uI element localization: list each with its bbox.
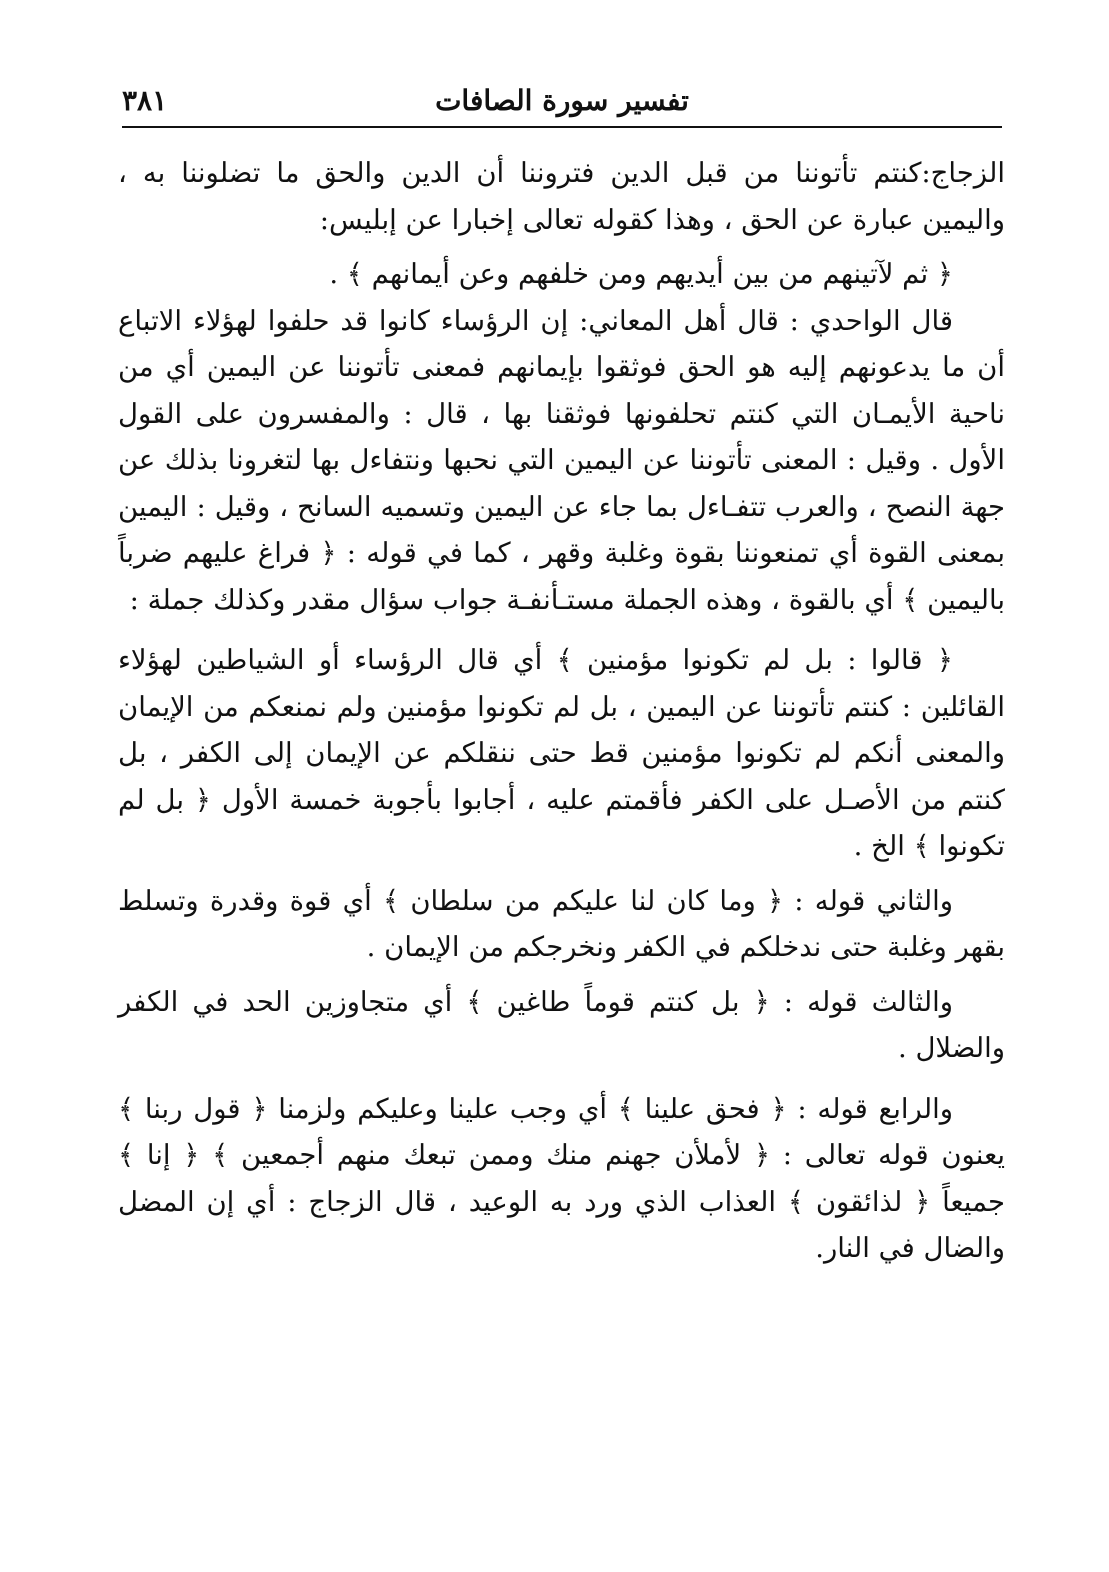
- paragraph-wahidi: قال الواحدي : قال أهل المعاني: إن الرؤساء كانوا قد حلفوا لهؤلاء الاتباع أن ما يدعونهم إليه هو الحق فوثقوا بإيمانهم فمعنى تأتوننا عن اليمين أي من ناحية الأيمـان التي كنتم تحلفونها فوثقنا بها ، قال : والمفسرون على القول الأول . وقيل : المعنى تأتوننا عن اليمين التي نحبها ونتفاءل بها لتغرونا بذلك عن جهة النصح ، والعرب تتفـاءل بما جاء عن اليمين وتسميه السانح ، وقيل : اليمين بمعنى القوة أي تمنعوننا بقوة وغلبة وقهر ، كما في قوله : ﴿ فراغ عليهم ضرباً باليمين ﴾ أي بالقوة ، وهذه الجملة مستـأنفـة جواب سؤال مقدر وكذلك جملة :: [118, 304, 1005, 616]
- paragraph-second-answer: والثاني قوله : ﴿ وما كان لنا عليكم من سلطان ﴾ أي قوة وقدرة وتسلط بقهر وغلبة حتى ندخلكم في الكفر ونخرجكم من الإيمان .: [118, 884, 1005, 963]
- paragraph-zajjaj-quote: الزجاج:كنتم تأتوننا من قبل الدين فتروننا أن الدين والحق ما تضلوننا به ، واليمين عبارة عن الحق ، وهذا كقوله تعالى إخبارا عن إبليس:: [118, 157, 1005, 236]
- quran-verse-iblis: ﴿ ثم لآتينهم من بين أيديهم ومن خلفهم وعن أيمانهم ﴾ .: [329, 258, 953, 290]
- body-text: [118, 150, 1005, 1272]
- page-header: [122, 80, 1002, 128]
- paragraph-fourth-answer: والرابع قوله : ﴿ فحق علينا ﴾ أي وجب علينا وعليكم ولزمنا ﴿ قول ربنا ﴾ يعنون قوله تعالى : ﴿ لأملأن جهنم منك وممن تبعك منهم أجمعين ﴾ ﴿ إنا ﴾ جميعاً ﴿ لذائقون ﴾ العذاب الذي ورد به الوعيد ، قال الزجاج : أي إن المضل والضال في النار.: [118, 1092, 1005, 1264]
- page-number: ٣٨١: [122, 84, 168, 117]
- paragraph-qalu: ﴿ قالوا : بل لم تكونوا مؤمنين ﴾ أي قال الرؤساء أو الشياطين لهؤلاء القائلين : كنتم تأتوننا عن اليمين ، بل لم تكونوا مؤمنين ولم نمنعكم من الإيمان والمعنى أنكم لم تكونوا مؤمنين قط حتى ننقلكم عن الإيمان إلى الكفر ، بل كنتم من الأصـل على الكفر فأقمتم عليه ، أجابوا بأجوبة خمسة الأول ﴿ بل لم تكونوا ﴾ الخ .: [118, 644, 1005, 862]
- paragraph-third-answer: والثالث قوله : ﴿ بل كنتم قوماً طاغين ﴾ أي متجاوزين الحد في الكفر والضلال .: [118, 985, 1005, 1064]
- running-title: تفسير سورة الصافات: [435, 84, 689, 117]
